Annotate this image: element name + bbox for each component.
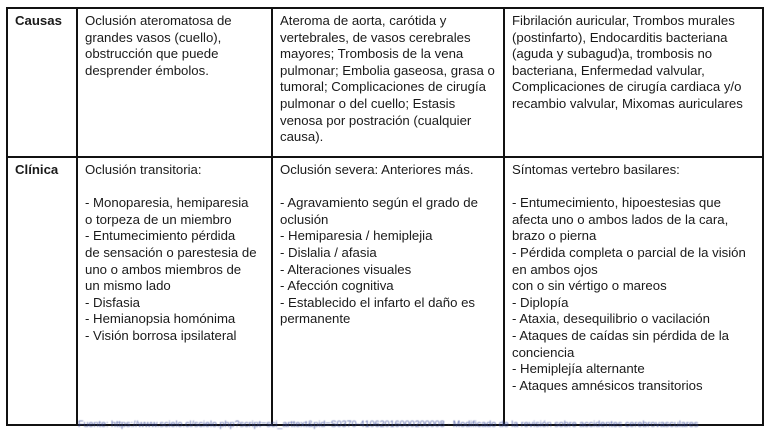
cell-text-line: Complicaciones de cirugía cardiaca y/o (512, 79, 742, 95)
cell-text-line: recambio valvular, Mixomas auriculares (512, 95, 743, 111)
cell-text-line: en ambos ojos (512, 261, 598, 277)
cell-text-line: - Monoparesia, hemiparesia (85, 195, 249, 211)
cell-text-line: - Hemiparesia / hemiplejia (280, 228, 433, 244)
row-header: Clínica (7, 157, 77, 425)
cell-text-line: - Ataques amnésicos transitorios (512, 377, 703, 393)
cell-text-line: Fibrilación auricular, Trombos murales (512, 13, 735, 28)
cell-text-line: (aguda y subagud)a, trombosis no (512, 46, 713, 62)
cell-text-line: uno o ambos miembros de (85, 261, 242, 277)
cell-text-line: mayores; Trombosis de la vena (280, 46, 464, 62)
cell-territory-3 (504, 157, 763, 425)
cell-text-line: - Ataxia, desequilibrio o vacilación (512, 311, 710, 327)
cell-text-line: - Entumecimiento, hipoestesias que (512, 195, 721, 211)
table-row-causas (7, 8, 763, 157)
cell-text-line: Oclusión ateromatosa de (85, 13, 232, 28)
cell-text-line: desprender émbolos. (85, 62, 209, 78)
cell-text-line: Ateroma de aorta, carótida y (280, 13, 447, 28)
cell-territory-1 (77, 157, 272, 425)
cell-text-line: - Afección cognitiva (280, 278, 394, 294)
blank-line (85, 179, 265, 196)
table-row-clinica (7, 157, 763, 425)
row-header: Causas (7, 8, 77, 157)
cell-text-line: bacteriana, Enfermedad valvular, (512, 62, 705, 78)
cell-text-line: Oclusión transitoria: (85, 162, 202, 177)
cell-text-line: - Disfasia (85, 294, 140, 310)
cell-text-line: grandes vasos (cuello), (85, 29, 222, 45)
cell-text-line: permanente (280, 311, 351, 327)
cell-text-line: afecta uno o ambos lados de la cara, (512, 211, 729, 227)
cell-text-line: conciencia (512, 344, 575, 360)
cell-text-line: - Visión borrosa ipsilateral (85, 327, 237, 343)
cell-text-line: Oclusión severa: Anteriores más. (280, 162, 474, 177)
cell-text-line: - Entumecimiento pérdida (85, 228, 236, 244)
cell-text-line: obstrucción que puede (85, 46, 219, 62)
cell-text-line: o torpeza de un miembro (85, 211, 232, 227)
cell-text-line: (postinfarto), Endocarditis bacteriana (512, 29, 728, 45)
cell-text-line: venosa por postración (cualquier (280, 112, 472, 128)
cell-text-line: un mismo lado (85, 278, 171, 294)
cell-text-line: vertebrales, de vasos cerebrales (280, 29, 471, 45)
cell-text-line: - Ataques de caídas sin pérdida de la (512, 327, 730, 343)
cell-text-line: de sensación o parestesia de (85, 244, 257, 260)
blank-line (280, 179, 497, 196)
cell-text-line: - Pérdida completa o parcial de la visión (512, 244, 746, 260)
cell-territory-1 (77, 8, 272, 157)
cell-territory-2 (272, 8, 504, 157)
cell-text-line: oclusión (280, 211, 329, 227)
cell-text-line: Síntomas vertebro basilares: (512, 162, 680, 177)
cell-text-line: - Establecido el infarto el daño es (280, 294, 475, 310)
cell-text-line: - Diplopía (512, 294, 569, 310)
cell-text-line: causa). (280, 129, 324, 145)
cell-text-line: - Dislalia / afasia (280, 244, 377, 260)
cell-text-line: - Hemianopsia homónima (85, 311, 236, 327)
source-caption[interactable]: Fuente: https://www.scielo.cl/scielo.php?script=sci_arttext&pid=S0370-41062016000200008 · Modificado de la revisión sobre accidentes cerebrovasculares (78, 419, 699, 429)
cell-text-line: - Alteraciones visuales (280, 261, 412, 277)
cell-text-line: brazo o pierna (512, 228, 597, 244)
cell-territory-2 (272, 157, 504, 425)
causes-clinical-table (6, 7, 764, 426)
blank-line (512, 179, 756, 196)
cell-text-line: - Hemiplejía alternante (512, 361, 645, 377)
cell-text-line: tumoral; Complicaciones de cirugía (280, 79, 486, 95)
cell-text-line: pulmonar o del cuello; Estasis (280, 95, 456, 111)
cell-text-line: pulmonar; Embolia gaseosa, grasa o (280, 62, 495, 78)
cell-text-line: con o sin vértigo o mareos (512, 278, 667, 294)
cell-text-line: - Agravamiento según el grado de (280, 195, 478, 211)
cell-territory-3 (504, 8, 763, 157)
